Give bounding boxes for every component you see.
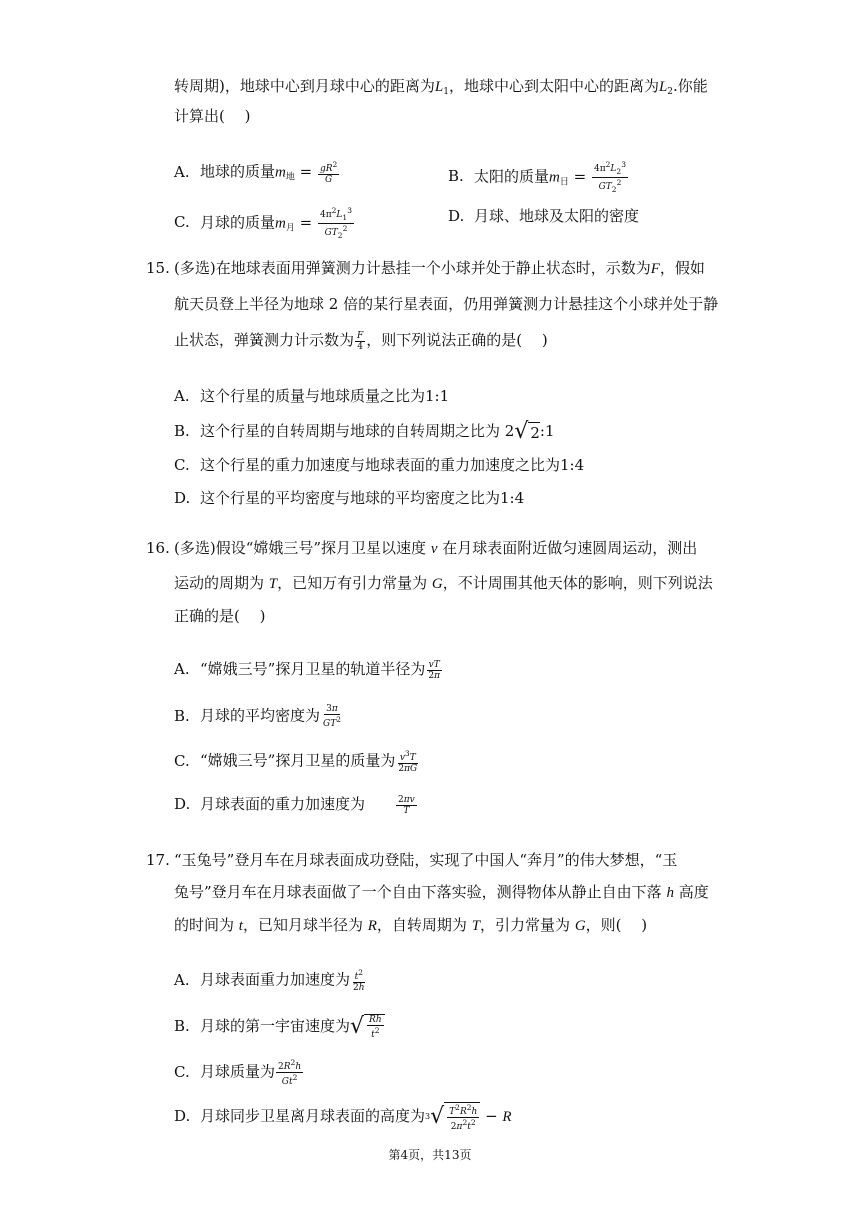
q14-stem-line1: 转周期)，地球中心到月球中心的距离为$L_1$，地球中心到太阳中心的距离为$L_2$.你能 [174, 77, 708, 97]
q15-stem-line1: (多选)在地球表面用弹簧测力计悬挂一个小球并处于静止状态时，示数为F，假如 [174, 259, 705, 277]
q16-number: 16. [146, 539, 170, 557]
q16-option-a: A. “嫦娥三号”探月卫星的轨道半径为 $\frac{vT}{2\pi}$ [174, 659, 440, 681]
q14-stem-line2: 计算出( ) [174, 107, 251, 125]
q17-stem-line1: “玉兔号”登月车在月球表面成功登陆，实现了中国人“奔月”的伟大梦想，“玉 [174, 851, 678, 869]
q15-option-c: C. 这个行星的重力加速度与地球表面的重力加速度之比为1:4 [174, 456, 585, 474]
q16-option-b: B. 月球的平均密度为 $\frac{3\pi}{GT^2}$ [174, 704, 341, 729]
q14-option-d: D. 月球、地球及太阳的密度 [448, 207, 640, 225]
q15-stem-line3: 止状态，弹簧测力计示数为 $\frac{F}{4}$ ，则下列说法正确的是( ) [174, 330, 548, 352]
q15-number: 15. [146, 259, 170, 277]
q15-option-b: B. 这个行星的自转周期与地球的自转周期之比为 2 √ 2 :1 [174, 419, 555, 444]
q16-stem-line1: (多选)假设“嫦娥三号”探月卫星以速度 v 在月球表面附近做匀速圆周运动，测出 [174, 539, 698, 557]
q17-stem-line2: 兔号”登月车在月球表面做了一个自由下落实验，测得物体从静止自由下落 h 高度 [174, 883, 709, 901]
q14-option-c: C. 月球的质量$m_月$ = $\frac{4\pi^2L_1^3}{GT_2^2}$ [174, 206, 352, 240]
q16-stem-line2: 运动的周期为 T，已知万有引力常量为 G，不计周围其他天体的影响，则下列说法 [174, 574, 713, 592]
q17-option-a: A. 月球表面重力加速度为 $\frac{t^2}{2h}$ [174, 968, 365, 993]
q14-option-b: B. 太阳的质量$m_日$ = $\frac{4\pi^2L_2^3}{GT_2^2}$ [448, 160, 626, 194]
q17-option-b: B. 月球的第一宇宙速度为 √ $\frac{Rh}{t^2}$ [174, 1014, 385, 1040]
page-footer: 第4页，共13页 [388, 1148, 472, 1162]
q15-stem-line2: 航天员登上半径为地球 2 倍的某行星表面，仍用弹簧测力计悬挂这个小球并处于静 [174, 295, 719, 313]
q17-number: 17. [146, 851, 170, 869]
q16-option-c: C. “嫦娥三号”探月卫星的质量为 $\frac{v^3T}{2\pi G}$ [174, 749, 418, 774]
q15-option-d: D. 这个行星的平均密度与地球的平均密度之比为1:4 [174, 489, 525, 507]
q17-option-d: D. 月球同步卫星离月球表面的高度为 3 √ $\frac{T^2R^2h}{2\pi^2t^2}$ − R [174, 1103, 512, 1132]
q16-option-d: D. 月球表面的重力加速度为 $\frac{2\pi v}{T}$ [174, 794, 415, 816]
q14-option-a: A. 地球的质量$m_地$ = $\frac{gR^2}{G}$ [174, 160, 338, 185]
q15-option-a: A. 这个行星的质量与地球质量之比为1:1 [174, 387, 450, 405]
q16-stem-line3: 正确的是( ) [174, 607, 266, 625]
q17-option-c: C. 月球质量为 $\frac{2R^2h}{Gt^2}$ [174, 1058, 302, 1087]
q17-stem-line3: 的时间为 t，已知月球半径为 R，自转周期为 T，引力常量为 G，则( ) [174, 916, 648, 934]
